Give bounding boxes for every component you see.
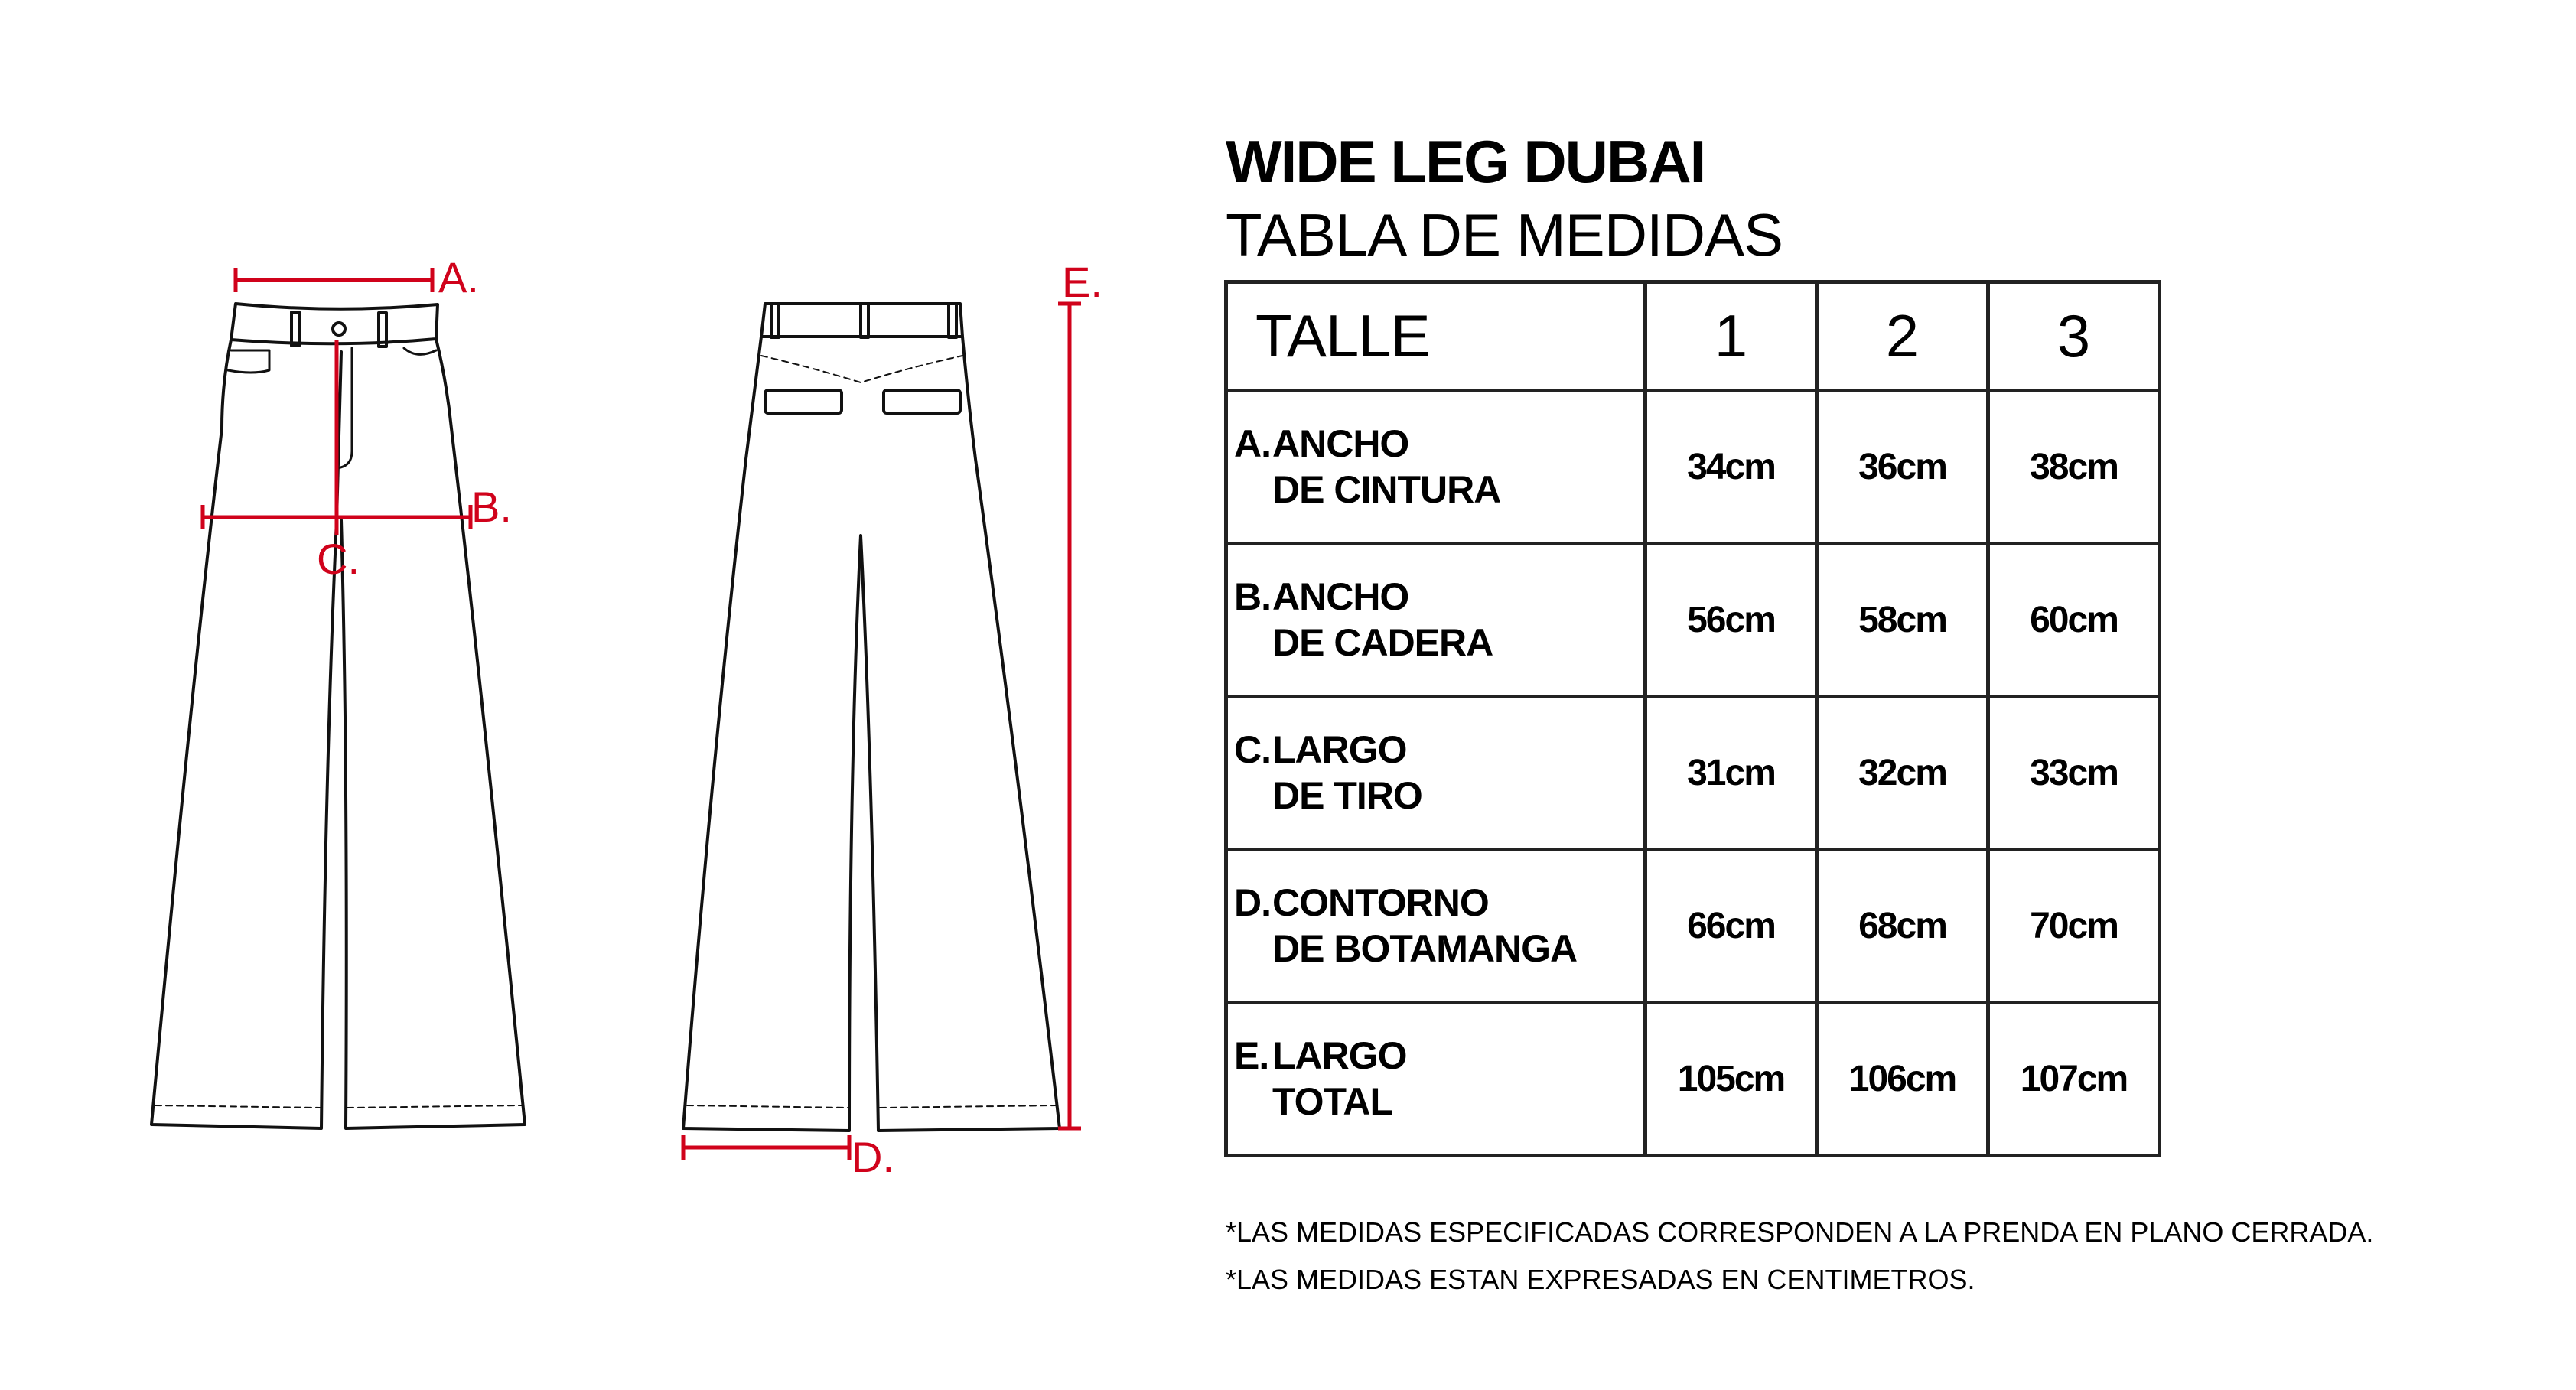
measure-name-line1: ANCHO <box>1272 575 1409 618</box>
value-cell <box>1817 697 1988 850</box>
measure-name-cell <box>1226 850 1646 1003</box>
value-cell <box>1988 697 2160 850</box>
measure-name-cell <box>1226 1003 1646 1156</box>
measure-value: 31cm <box>1687 753 1775 793</box>
measure-letter: E. <box>1234 1034 1269 1077</box>
value-cell <box>1646 1003 1817 1156</box>
measure-value: 58cm <box>1858 600 1946 640</box>
measure-value: 38cm <box>2030 447 2118 487</box>
measure-name-cell <box>1226 391 1646 544</box>
value-cell <box>1817 1003 1988 1156</box>
value-cell <box>1988 1003 2160 1156</box>
value-cell <box>1646 697 1817 850</box>
measure-value: 106cm <box>1848 1059 1956 1099</box>
table-row <box>1226 850 2160 1003</box>
table-row <box>1226 1003 2160 1156</box>
value-cell <box>1646 544 1817 697</box>
measure-value: 60cm <box>2030 600 2118 640</box>
trousers-technical-drawing <box>0 0 1109 1390</box>
header-talle-label: TALLE <box>1255 302 1430 369</box>
measure-name-line1: ANCHO <box>1272 422 1409 465</box>
header-size-label: 2 <box>1885 302 1920 369</box>
measure-value: 107cm <box>2020 1059 2128 1099</box>
value-cell <box>1988 544 2160 697</box>
value-cell <box>1988 391 2160 544</box>
back-view-drawing <box>683 304 1060 1131</box>
measure-label-d: D. <box>852 1133 894 1181</box>
measure-name-line2: TOTAL <box>1272 1080 1393 1123</box>
table-subtitle: TABLA DE MEDIDAS <box>1226 201 1783 269</box>
measure-label-c: C. <box>317 535 360 583</box>
measurement-lines <box>203 268 1081 1160</box>
measure-name-line1: LARGO <box>1272 728 1407 771</box>
footnote-measurements-units: *LAS MEDIDAS ESTAN EXPRESADAS EN CENTIMETROS. <box>1226 1264 1975 1295</box>
measure-value: 105cm <box>1677 1059 1785 1099</box>
header-cell-size <box>1646 282 1817 391</box>
table-row <box>1226 697 2160 850</box>
measure-name-line2: DE CINTURA <box>1272 468 1501 511</box>
measure-name-line1: LARGO <box>1272 1034 1407 1077</box>
measure-letter: C. <box>1234 728 1271 771</box>
measure-letter: D. <box>1234 881 1271 924</box>
measure-name-line2: DE CADERA <box>1272 621 1493 664</box>
measure-value: 34cm <box>1687 447 1775 487</box>
measure-letter: B. <box>1234 575 1271 618</box>
value-cell <box>1817 391 1988 544</box>
measure-value: 32cm <box>1858 753 1946 793</box>
product-title: WIDE LEG DUBAI <box>1226 128 1705 195</box>
footnote-measurements-flat: *LAS MEDIDAS ESPECIFICADAS CORRESPONDEN A LA PRENDA EN PLANO CERRADA. <box>1226 1216 2374 1248</box>
measure-value: 33cm <box>2030 753 2118 793</box>
value-cell <box>1817 850 1988 1003</box>
measure-value: 68cm <box>1858 906 1946 946</box>
value-cell <box>1988 850 2160 1003</box>
measure-value: 70cm <box>2030 906 2118 946</box>
table-row <box>1226 544 2160 697</box>
header-cell-talle <box>1226 282 1646 391</box>
value-cell <box>1817 544 1988 697</box>
measure-label-a: A. <box>438 253 479 301</box>
size-chart-table <box>1224 280 2161 1157</box>
measure-name-cell <box>1226 544 1646 697</box>
table-row <box>1226 391 2160 544</box>
header-size-label: 1 <box>1714 302 1748 369</box>
value-cell <box>1646 850 1817 1003</box>
measure-value: 56cm <box>1687 600 1775 640</box>
measure-label-b: B. <box>471 483 512 531</box>
header-size-label: 3 <box>2057 302 2091 369</box>
measure-value: 36cm <box>1858 447 1946 487</box>
table-header-row <box>1226 282 2160 391</box>
measure-value: 66cm <box>1687 906 1775 946</box>
measure-letter: A. <box>1234 422 1271 465</box>
header-cell-size <box>1817 282 1988 391</box>
measure-label-e: E. <box>1062 258 1102 306</box>
value-cell <box>1646 391 1817 544</box>
measure-name-line2: DE BOTAMANGA <box>1272 927 1578 970</box>
measure-name-line1: CONTORNO <box>1272 881 1489 924</box>
header-cell-size <box>1988 282 2160 391</box>
measure-name-line2: DE TIRO <box>1272 774 1422 817</box>
measure-name-cell <box>1226 697 1646 850</box>
